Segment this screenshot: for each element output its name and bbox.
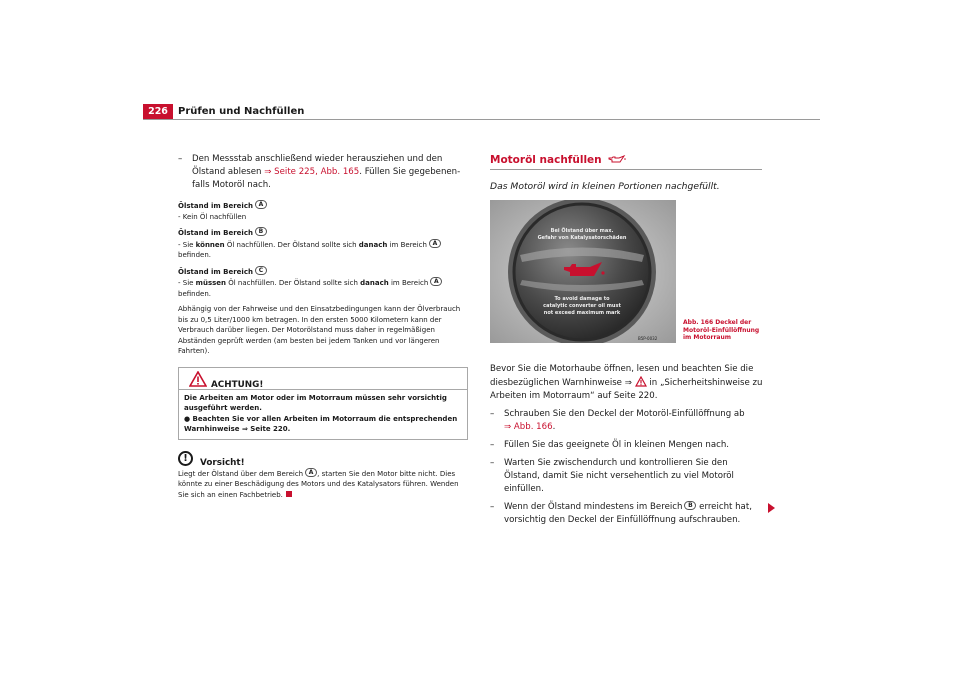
warning-box	[178, 367, 468, 440]
step-screw-cap: – Wenn der Ölstand mindestens im Bereich B erreicht hat, vorsichtig den Deckel der Einfüllöffnung aufschrauben.	[490, 502, 752, 525]
consumption-paragraph: Abhängig von der Fahrweise und den Einsatzbedingungen kann der Ölverbrauch bis zu 0,5 Liter/1000 km betragen. In den ersten 5000 Kilometern kann der Verbrauch darüber liegen. Der Motorölstand muss daher in regelmäßigen Abständen geprüft werden (am besten bei jedem Tanken und vor längeren Fahrten).	[178, 305, 461, 355]
warning-title: ACHTUNG!	[211, 379, 264, 390]
step-check-level: – Warten Sie zwischendurch und kontrollieren Sie den Ölstand, damit Sie nicht versehentlich zu viel Motoröl einfüllen.	[490, 458, 734, 494]
continue-arrow-icon	[768, 503, 775, 513]
area-badge-a: A	[429, 239, 441, 248]
bullet-icon: ●	[184, 414, 191, 423]
step-unscrew-cap: – Schrauben Sie den Deckel der Motoröl-Einfüllöffnung ab ⇒ Abb. 166.	[490, 409, 745, 432]
caution-header	[178, 450, 468, 468]
warning-triangle-icon	[635, 376, 647, 387]
caution-circle-icon: !	[178, 451, 193, 466]
page-number: 226	[143, 104, 173, 120]
page-reference-link[interactable]: Seite 225, Abb. 165	[271, 167, 360, 177]
oil-filler-cap-photo	[490, 200, 676, 343]
header-divider	[143, 119, 820, 120]
section-divider	[490, 169, 762, 170]
step-fill-oil: – Füllen Sie das geeignete Öl in kleinen Mengen nach.	[490, 440, 730, 450]
oil-level-a-block: Ölstand im Bereich A - Kein Öl nachfüllen	[178, 200, 468, 222]
area-badge-c: C	[255, 266, 267, 275]
warning-triangle-icon	[189, 371, 207, 387]
cap-text-en-3: not exceed maximum mark	[543, 310, 621, 316]
area-badge-a: A	[255, 200, 267, 209]
oil-can-icon	[608, 155, 626, 164]
area-badge-b: B	[255, 227, 267, 236]
oil-level-b-block: Ölstand im Bereich B - Sie können Öl nachfüllen. Der Ölstand sollte sich danach im Bereich A befinden.	[178, 227, 468, 261]
page-header-title: Prüfen und Nachfüllen	[178, 106, 305, 117]
oil-level-c-block: Ölstand im Bereich C - Sie müssen Öl nachfüllen. Der Ölstand sollte sich danach im Bereich A befinden.	[178, 266, 468, 300]
figure-reference-link[interactable]: ⇒ Abb. 166	[504, 422, 553, 432]
caution-title: Vorsicht!	[200, 457, 245, 468]
section-title: Motoröl nachfüllen	[490, 153, 780, 167]
safety-paragraph: Bevor Sie die Motorhaube öffnen, lesen und beachten Sie die diesbezüglichen Warnhinweise ⇒ in „Sicherheitshinweise zu Arbeiten im Motorraum“ auf Seite 220.	[490, 364, 763, 401]
figure-caption: Abb. 166 Deckel der Motoröl-Einfüllöffnung im Motorraum	[683, 319, 760, 341]
figure-code: B5P-0032	[638, 336, 658, 341]
cap-text-de-1: Bei Ölstand über max.	[550, 228, 614, 234]
cap-text-en-2: catalytic converter oil must	[543, 303, 621, 309]
area-badge-b: B	[684, 501, 696, 510]
section-end-square-icon	[286, 491, 292, 497]
caution-text: Liegt der Ölstand über dem Bereich A , starten Sie den Motor bitte nicht. Dies könnte zu einer Beschädigung des Motors und des Katalysators führen. Wenden Sie sich an einen Fachbetrieb.	[178, 468, 459, 499]
area-badge-a: A	[305, 468, 317, 477]
right-body	[490, 363, 765, 527]
cap-text-en-1: To avoid damage to	[554, 296, 610, 302]
area-badge-a: A	[430, 277, 442, 286]
step-read-dipstick: – Den Messstab anschließend wieder herausziehen und den Ölstand ablesen ⇒ Seite 225, Abb. 165. Füllen Sie gegebenenfalls Motoröl nach.	[178, 154, 461, 190]
oil-cap-illustration	[490, 200, 676, 343]
right-column	[490, 153, 780, 194]
warning-text: Die Arbeiten am Motor oder im Motorraum müssen sehr vorsichtig ausgeführt werden. ● Beachten Sie vor allen Arbeiten im Motorraum die entsprechenden Warnhinweise ⇒ Seite 220.	[184, 393, 458, 433]
warning-header	[179, 368, 467, 390]
left-column	[178, 153, 468, 500]
section-intro: Das Motoröl wird in kleinen Portionen nachgefüllt.	[490, 181, 720, 192]
link-arrow: ⇒	[264, 167, 272, 177]
cap-text-de-2: Gefahr von Katalysatorschäden	[537, 235, 627, 241]
